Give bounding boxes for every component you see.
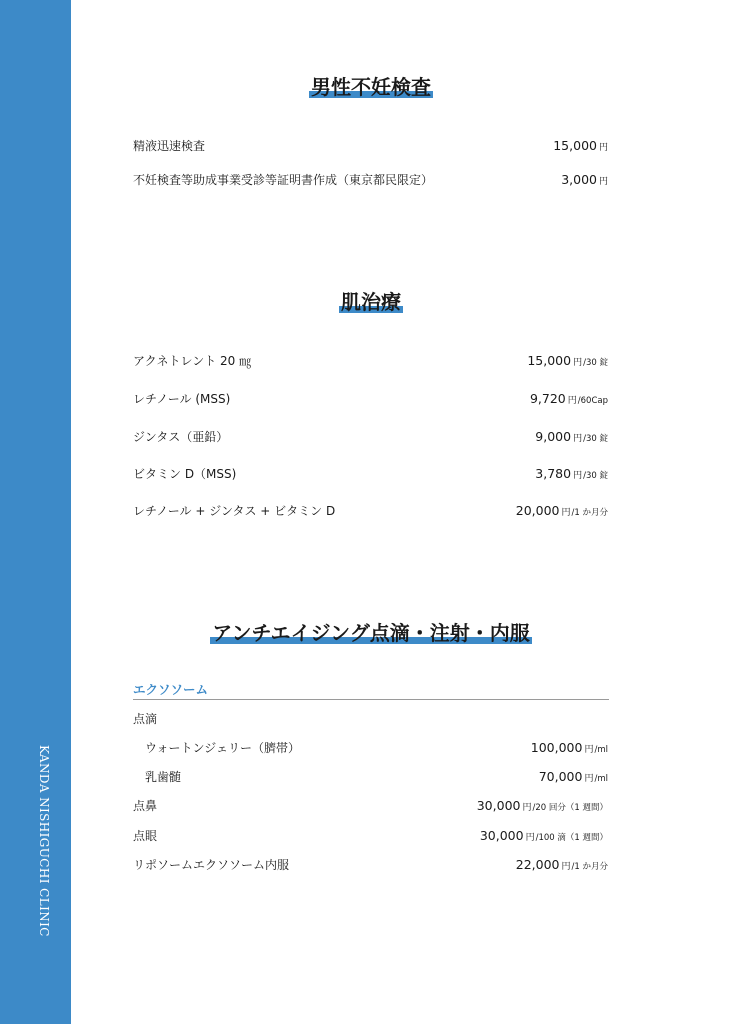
price-per: /1 か月分 [571,508,608,518]
item-price [539,767,608,789]
price-per: /30 錠 [583,471,608,481]
price-unit: 円 [598,177,608,187]
item-label: 点滴 [133,712,158,726]
price-amount: 15,000 [527,353,572,368]
price-unit: 円 [525,833,535,843]
item-price [477,796,608,818]
price-row [133,709,608,729]
subheading-text: エクソソーム [133,682,209,697]
item-price [553,136,608,158]
item-price [530,389,608,411]
price-row [133,767,608,787]
subheading-exosome [133,679,609,700]
clinic-name: KANDA NISHIGUCHI CLINIC [37,745,51,937]
price-amount: 22,000 [515,857,560,872]
price-amount: 9,000 [535,429,572,444]
item-label: 点鼻 [133,799,158,813]
price-per: /30 錠 [583,434,608,444]
price-amount: 15,000 [553,138,597,153]
item-label: ジンタス（亜鉛） [133,430,229,444]
item-label: アクネトレント 20 ㎎ [133,354,252,368]
price-unit: 円 [573,471,583,481]
price-row [133,738,608,758]
section-title-male-infertility [71,75,671,101]
price-amount: 30,000 [476,798,521,813]
price-per: /20 回分（1 週間） [532,803,608,813]
price-amount: 100,000 [530,740,583,755]
item-price [527,351,608,373]
section-title-text: 肌治療 [341,290,401,314]
item-label: ウォートンジェリー（臍帯） [145,741,300,755]
price-per: /1 か月分 [571,862,608,872]
price-amount: 9,720 [529,391,566,406]
price-unit: 円 [561,862,571,872]
price-per: /60Cap [577,396,608,406]
price-per: /100 滴（1 週間） [535,833,608,843]
price-per: /ml [594,774,608,784]
price-unit: 円 [561,508,571,518]
price-unit: 円 [573,358,583,368]
item-label: 不妊検査等助成事業受診等証明書作成（東京都民限定） [133,173,434,187]
item-price [480,826,608,848]
price-amount: 20,000 [515,503,560,518]
price-per: /ml [594,745,608,755]
sidebar-band [0,0,71,1024]
item-price [535,464,608,486]
section-title-skin-treatment [71,290,671,316]
section-title-text: アンチエイジング点滴・注射・内服 [212,621,530,645]
price-unit: 円 [598,143,608,153]
price-row [133,796,608,816]
item-label: レチノール (MSS) [133,392,231,406]
price-amount: 3,000 [561,172,597,187]
price-row [133,170,608,190]
price-row [133,136,608,156]
price-row [133,464,608,484]
price-row [133,855,608,875]
price-amount: 30,000 [479,828,524,843]
price-unit: 円 [522,803,532,813]
item-price [516,501,608,523]
price-row [133,826,608,846]
price-row [133,351,608,371]
item-price [561,170,608,192]
item-price [535,427,608,449]
item-price [531,738,608,760]
price-unit: 円 [584,774,594,784]
section-title-text: 男性不妊検査 [311,75,431,99]
price-amount: 3,780 [535,466,572,481]
price-row [133,501,608,521]
item-label: 精液迅速検査 [133,139,206,153]
price-unit: 円 [584,745,594,755]
price-amount: 70,000 [538,769,583,784]
price-per: /30 錠 [583,358,608,368]
item-label: ビタミン D（MSS) [133,467,237,481]
item-price [516,855,608,877]
price-unit: 円 [573,434,583,444]
item-label: 乳歯髄 [145,770,182,784]
price-unit: 円 [567,396,577,406]
item-label: レチノール + ジンタス + ビタミン D [133,504,336,518]
item-label: 点眼 [133,829,158,843]
section-title-antiaging [71,621,671,647]
price-row [133,389,608,409]
price-row [133,427,608,447]
item-label: リポソームエクソソーム内服 [133,858,290,872]
